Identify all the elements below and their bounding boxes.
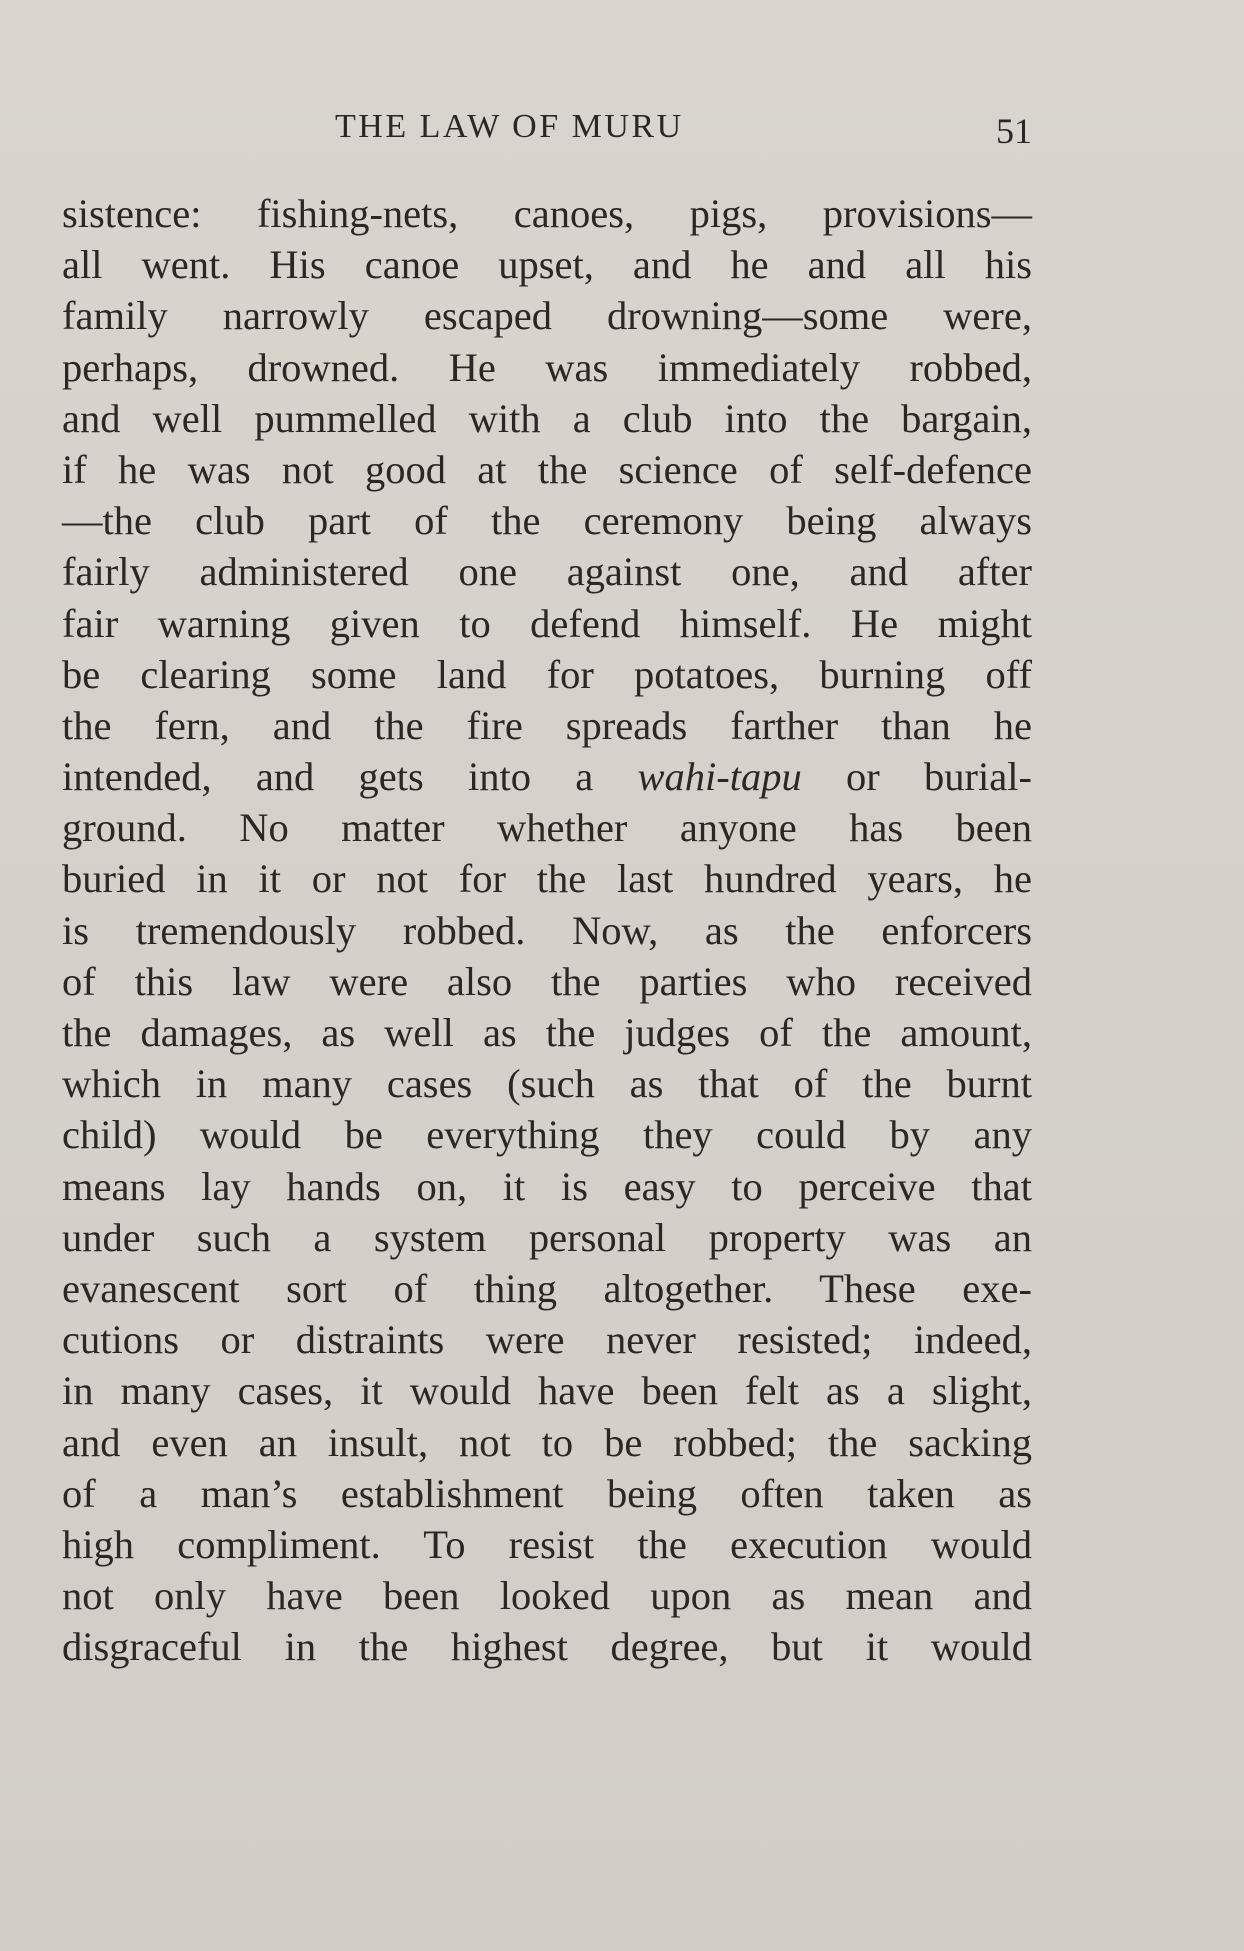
- text-segment: intended, and gets into a: [62, 754, 638, 800]
- text-line: is tremendously robbed. Now, as the enforcers: [62, 907, 1032, 953]
- running-head: [60, 108, 1032, 158]
- text-line: sistence: fishing-nets, canoes, pigs, provisions—: [62, 191, 1032, 236]
- text-line: family narrowly escaped drowning—some were,: [62, 293, 1032, 339]
- text-line: means lay hands on, it is easy to perceive that: [62, 1163, 1032, 1209]
- text-line: the damages, as well as the judges of the amount,: [62, 1010, 1032, 1055]
- text-line: —the club part of the ceremony being always: [62, 498, 1032, 544]
- text-line: fairly administered one against one, and after: [62, 549, 1032, 595]
- text-segment: or burial-: [801, 754, 1032, 800]
- text-line: under such a system personal property was an: [62, 1214, 1032, 1260]
- text-line: which in many cases (such as that of the burnt: [62, 1061, 1032, 1107]
- text-line: if he was not good at the science of self-defence: [62, 446, 1032, 492]
- text-line: perhaps, drowned. He was immediately robbed,: [62, 344, 1032, 390]
- text-line: not only have been looked upon as mean and: [62, 1573, 1032, 1619]
- text-line: disgraceful in the highest degree, but it would: [62, 1624, 1032, 1670]
- body-text: [62, 188, 1032, 1672]
- page-number: 51: [996, 111, 1032, 151]
- text-line: cutions or distraints were never resisted; indeed,: [62, 1317, 1032, 1363]
- text-line: of this law were also the parties who received: [62, 958, 1032, 1004]
- text-line: fair warning given to defend himself. He might: [62, 600, 1032, 646]
- text-line: of a man’s establishment being often taken as: [62, 1470, 1032, 1516]
- italic-term: wahi-tapu: [637, 754, 802, 800]
- text-line: in many cases, it would have been felt as a slight,: [62, 1368, 1032, 1414]
- running-title: THE LAW OF MURU: [335, 108, 684, 145]
- text-line: all went. His canoe upset, and he and all his: [62, 242, 1032, 288]
- text-line: be clearing some land for potatoes, burning off: [62, 651, 1032, 697]
- text-line: and even an insult, not to be robbed; the sacking: [62, 1419, 1032, 1465]
- text-line: and well pummelled with a club into the bargain,: [62, 395, 1032, 441]
- text-line: [62, 751, 1032, 802]
- text-line: ground. No matter whether anyone has been: [62, 805, 1032, 851]
- text-line: the fern, and the fire spreads farther than he: [62, 702, 1032, 748]
- text-line: buried in it or not for the last hundred years, he: [62, 856, 1032, 902]
- text-line: evanescent sort of thing altogether. These exe-: [62, 1265, 1032, 1311]
- text-line: child) would be everything they could by any: [62, 1112, 1032, 1158]
- text-line: high compliment. To resist the execution would: [62, 1521, 1032, 1567]
